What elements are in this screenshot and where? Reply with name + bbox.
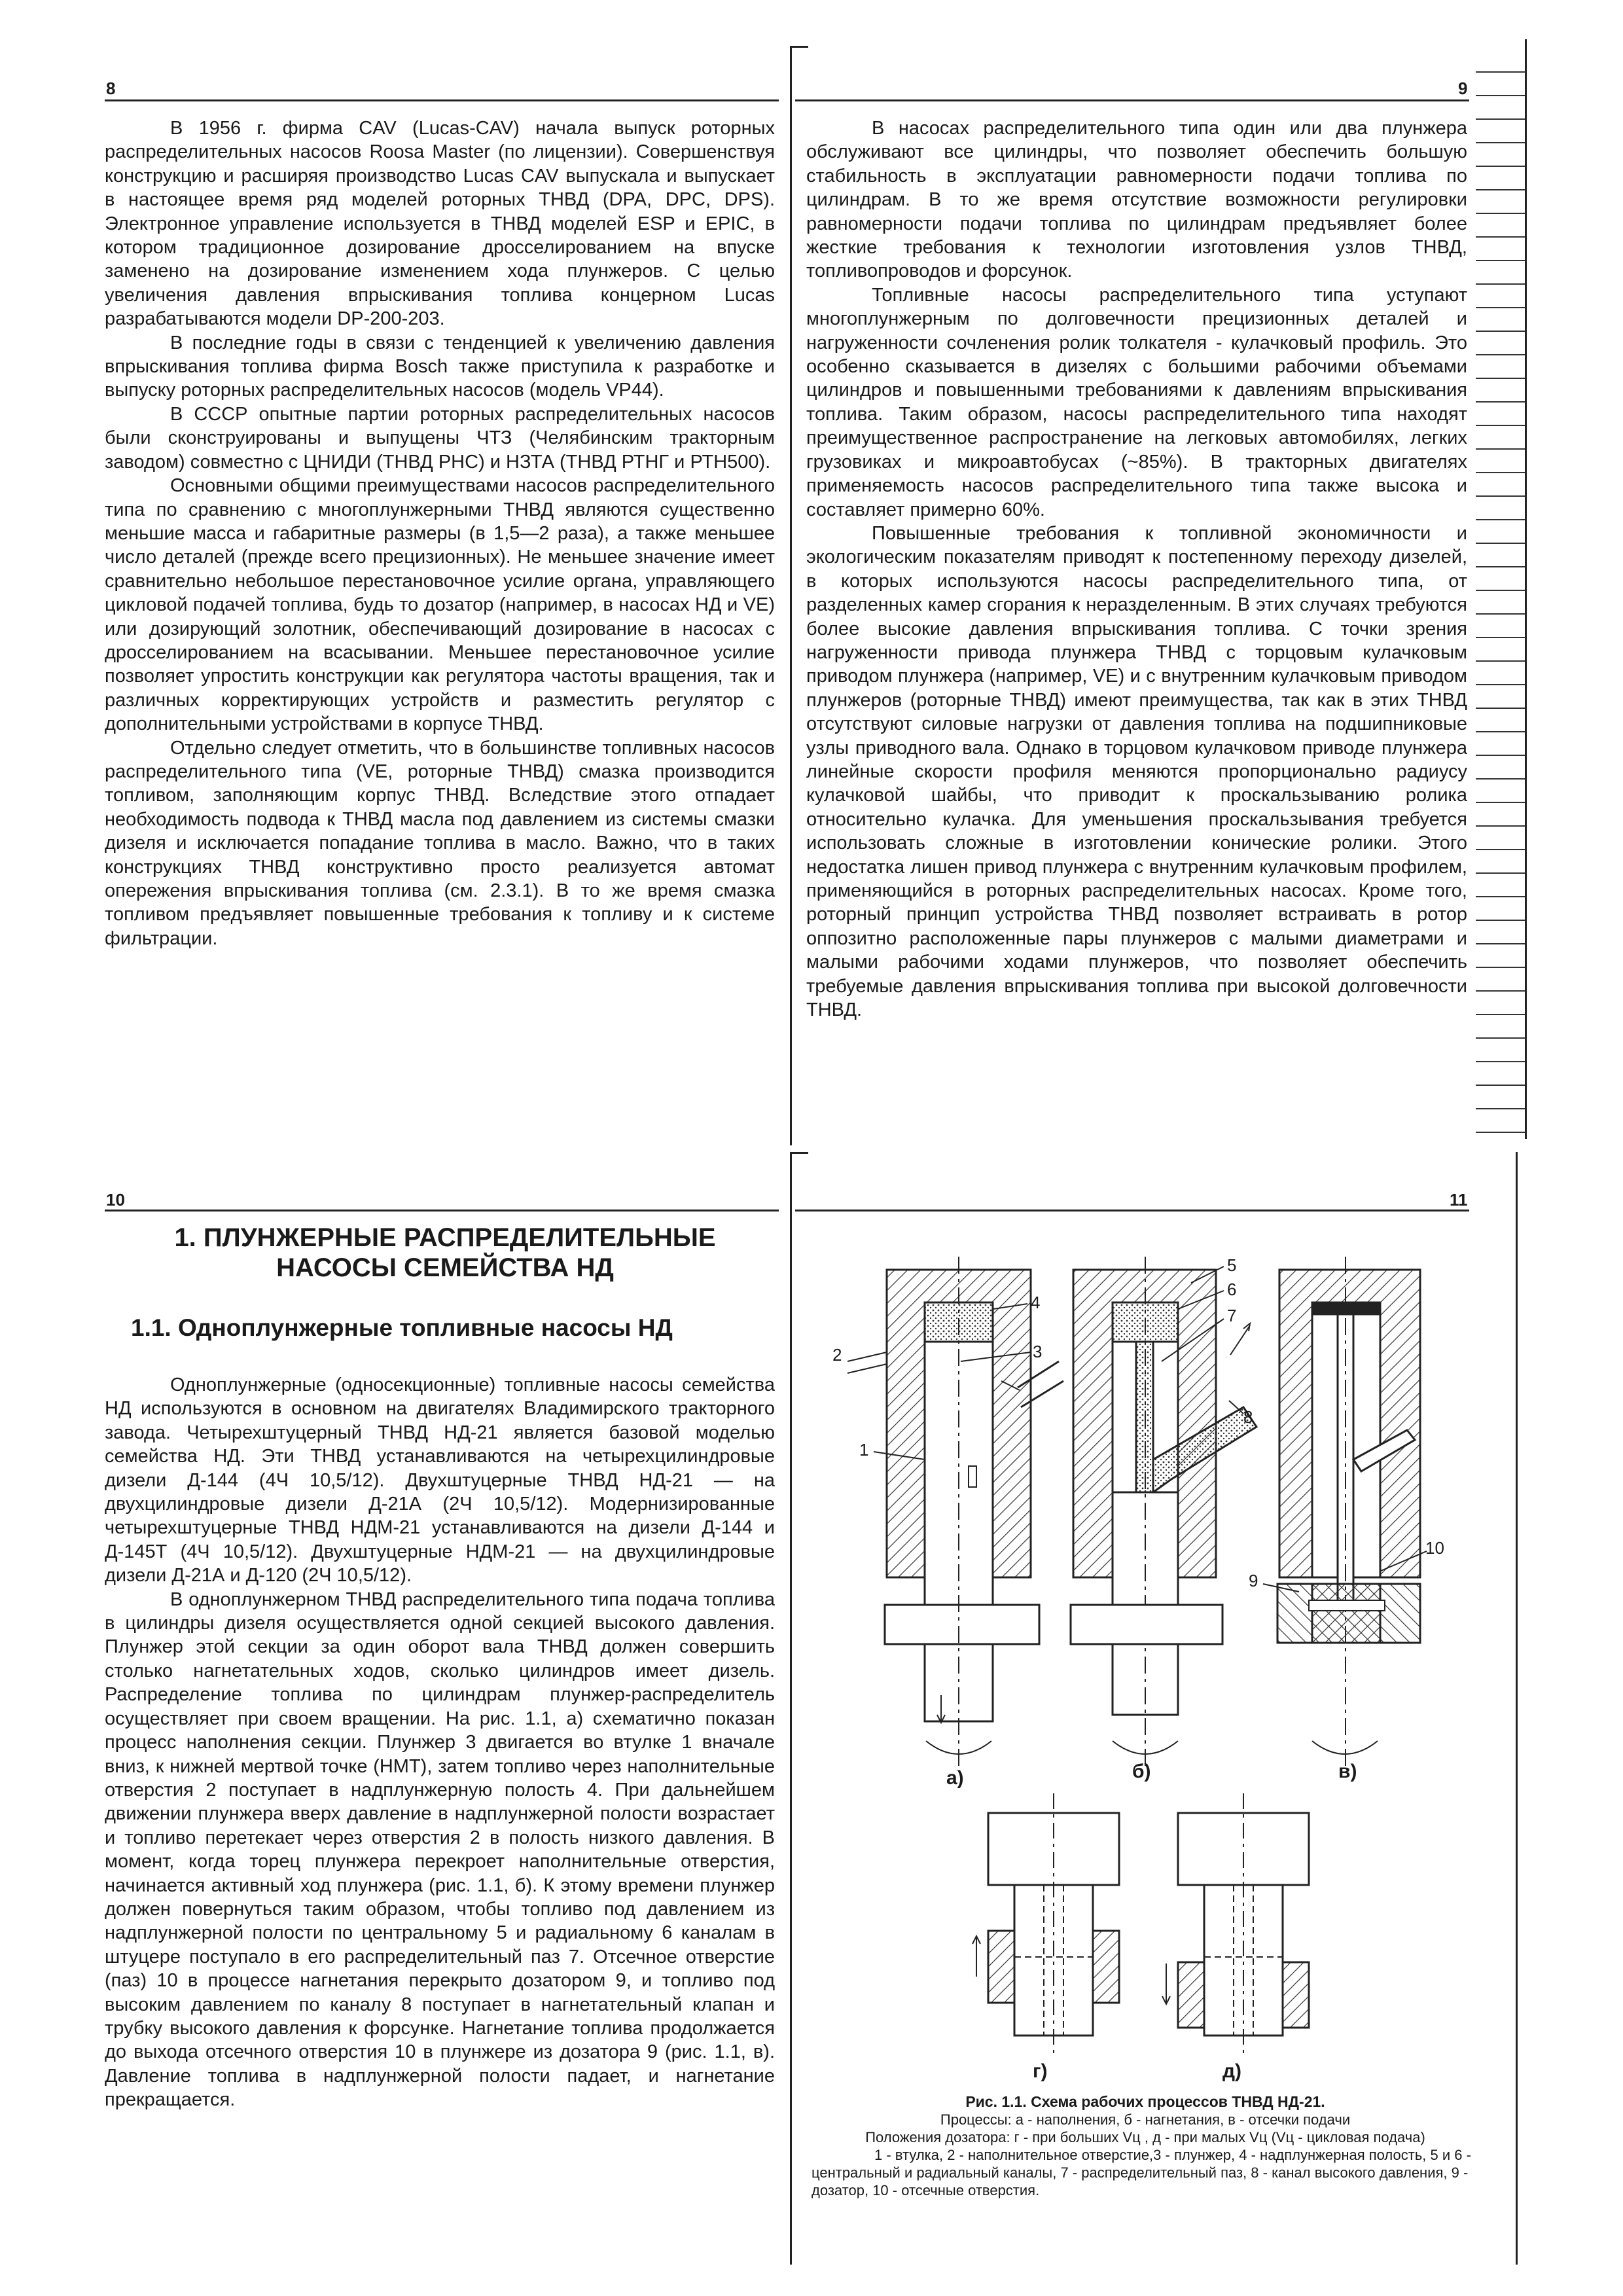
figure-label-d: д) <box>1222 2060 1242 2082</box>
figure-label-v: в) <box>1338 1761 1357 1782</box>
p9-paragraph: Топливные насосы распределительного типа уступают многоплунжерным по долговечности прецизионных деталей и нагруженности сочленения ролик толкателя - кулачковый профиль. Это особенно сказывается в дизелях с большими рабочими объемами цилиндров и повышенными требованиями к давлениям впрыскивания топлива. Таким образом, насосы распределительного типа находят преимущественное распространение на легковых автомобилях, легких грузовиках и микроавтобусах (~85%). В тракторных двигателях применяемость насосов распределительного типа также высока и составляет примерно 60%. <box>806 284 1467 520</box>
caption-processes: Процессы: а - наполнения, б - нагнетания, в - отсечки подачи <box>940 2111 1351 2128</box>
section-title: 1.1. Одноплунжерные топливные насосы НД <box>131 1314 673 1341</box>
page-number-10: 10 <box>106 1190 125 1210</box>
header-rule-9 <box>795 99 1469 101</box>
header-rule-11 <box>795 1210 1469 1211</box>
caption-positions: Положения дозатора: г - при больших Vц , д - при малых Vц (Vц - цикловая подача) <box>865 2129 1425 2145</box>
callout-8: 8 <box>1243 1407 1253 1427</box>
callout-2: 2 <box>832 1345 842 1365</box>
chapter-title <box>131 1223 759 1283</box>
callout-3: 3 <box>1033 1342 1043 1361</box>
callout-9: 9 <box>1249 1571 1258 1590</box>
diagram-a <box>847 1257 1063 1767</box>
caption-legend: 1 - втулка, 2 - наполнительное отверстие,3 - плунжер, 4 - надплунжерная полость, 5 и 6 - центральный и радиальный каналы, 7 - распределительный паз, 8 - канал высокого давления, 9 - дозатор, 10 - отсечные отверстия. <box>812 2147 1471 2198</box>
callout-4: 4 <box>1031 1293 1041 1312</box>
page-9-text <box>806 117 1467 1022</box>
right-edge-bottom <box>1516 1152 1518 2265</box>
diagram-v <box>1263 1257 1427 1767</box>
spine-top <box>790 46 792 1145</box>
figure-label-g: г) <box>1033 2060 1048 2082</box>
spine-bottom-hook <box>790 1152 808 1154</box>
callout-6: 6 <box>1227 1280 1237 1299</box>
margin-ticks-top <box>1476 65 1528 1152</box>
spine-top-hook <box>790 46 808 48</box>
header-rule-10 <box>105 1210 779 1211</box>
spine-bottom <box>790 1152 792 2265</box>
page-number-8: 8 <box>106 79 116 98</box>
callout-5: 5 <box>1227 1255 1237 1275</box>
p8-paragraph: Отдельно следует отметить, что в большинстве топливных насосов распределительного типа (VE, роторные ТНВД) смазка производится топливом, заполняющим корпус ТНВД. Вследствие этого отпадает необходимость подвода к ТНВД масла под давлением из системы смазки дизеля и исключается попадание топлива в масло. Важно, что в таких конструкциях ТНВД конструктивно просто реализуется автомат опережения впрыскивания топлива (см. 2.3.1). В то же время смазка топливом предъявляет повышенные требования к топливу и к системе фильтрации. <box>105 737 775 949</box>
p9-paragraph: В насосах распределительного типа один или два плунжера обслуживают все цилиндры, что позволяет обеспечить большую стабильность в эксплуатации равномерности подачи топлива по цилиндрам. В то же время отсутствие возможности регулировки равномерности подачи топлива по цилиндрам предъявляет более жесткие требования к технологии изготовления узлов ТНВД, топливопроводов и форсунок. <box>806 118 1467 282</box>
page-8-text <box>105 117 775 950</box>
p9-paragraph: Повышенные требования к топливной экономичности и экологическим показателям приводят к постепенному переходу дизелей, в которых используются насосы распределительного типа, от разделенных камер сгорания к неразделенным. В этих случаях требуются более высокие давления впрыскивания топлива. С точки зрения нагруженности привода плунжера ТНВД с торцовым кулачковым приводом плунжера (например, VE) и с внутренним кулачковым приводом плунжеров (роторные ТНВД) имеют преимущества, так как в этих ТНВД отсутствуют силовые нагрузки от давления топлива на подшипниковые узлы приводного вала. Однако в торцовом кулачковом приводе плунжера линейные скорости профиля меняются пропорционально радиусу кулачковой шайбы, что приводит к проскальзыванию ролика относительно кулачка. Для уменьшения проскальзывания требуется использовать сложные в изготовлении конические ролики. Этого недостатка лишен привод плунжера с внутренним кулачковым профилем, применяющийся в роторных распределительных насосах. Кроме того, роторный принцип устройства ТНВД позволяет встраивать в ротор оппозитно расположенные пары плунжеров с малыми диаметрами и малыми рабочими ходами плунжеров, что позволяет обеспечить требуемые давления впрыскивания топлива при высокой долговечности ТНВД. <box>806 522 1467 1021</box>
page-10-text <box>105 1373 775 2112</box>
header-rule-8 <box>105 99 779 101</box>
caption-title: Рис. 1.1. Схема рабочих процессов ТНВД НД-21. <box>965 2093 1325 2110</box>
callout-1: 1 <box>859 1440 869 1460</box>
figure-1-1 <box>795 1224 1479 2062</box>
callout-7: 7 <box>1227 1306 1237 1325</box>
p8-paragraph: В 1956 г. фирма CAV (Lucas-CAV) начала выпуск роторных распределительных насосов Roosa Master (по лицензии). Совершенствуя конструкцию и расширяя производство Lucas CAV выпускала и выпускает в настоящее время ряд моделей роторных ТНВД (DPA, DPC, DPS). Электронное управление используется в ТНВД моделей ESP и EPIC, в котором традиционное дозирование дросселированием на впуске заменено на дозирование изменением хода плунжеров. С целью увеличения давления впрыскивания топлива концерном Lucas разрабатываются модели DP-200-203. <box>105 118 775 330</box>
diagram-d <box>1162 1793 1309 2055</box>
p10-paragraph: Одноплунжерные (односекционные) топливные насосы семейства НД используются в основном на двигателях Владимирского тракторного завода. Четырехштуцерный ТНВД НД-21 является базовой моделью семейства НД. Эти ТНВД устанавливаются на четырехцилиндровые дизели Д-144 (4Ч 10,5/12). Двухштуцерные ТНВД НД-21 — на двухцилиндровые дизели Д-21А (2Ч 10,5/12). Модернизированные четырехштуцерные ТНВД НДМ-21 устанавливаются на дизели Д-144 и Д-145Т (4Ч 10,5/12). Двухштуцерные НДМ-21 — на двухцилиндровые дизели Д-21А и Д-120 (2Ч 10,5/12). <box>105 1374 775 1587</box>
p8-paragraph: Основными общими преимуществами насосов распределительного типа по сравнению с многоплунжерными ТНВД являются существенно меньшие масса и габаритные размеры (в 1,5—2 раза), а также меньшее число деталей (прежде всего прецизионных). Не меньшее значение имеет сравнительно небольшое перестановочное усилие органа, управляющего цикловой подачей топлива, будь то дозатор (например, в насосах НД и VE) или дозирующий золотник, обеспечивающий дозирование в насосах с дросселированием на всасывании. Меньшее перестановочное усилие позволяет упростить конструкции как регулятора частоты вращения, так и различных корректирующих устройств и разместить регулятор с дополнительными устройствами в корпусе ТНВД. <box>105 475 775 735</box>
page-number-11: 11 <box>1450 1190 1468 1210</box>
p8-paragraph: В СССР опытные партии роторных распределительных насосов были сконструированы и выпущены ЧТЗ (Челябинским тракторным заводом) совместно с ЦНИДИ (ТНВД РНС) и НЗТА (ТНВД РТНГ и РТН500). <box>105 403 775 473</box>
p10-paragraph: В одноплунжерном ТНВД распределительного типа подача топлива в цилиндры дизеля осуществляется одной секцией высокого давления. Плунжер этой секции за один оборот вала ТНВД должен совершить столько нагнетательных ходов, сколько цилиндров имеет дизель. Распределение топлива по цилиндрам плунжер-распределитель осуществляет при своем вращении. На рис. 1.1, а) схематично показан процесс наполнения секции. Плунжер 3 двигается во втулке 1 вначале вниз, к нижней мертвой точке (НМТ), затем топливо через наполнительные отверстия 2 поступает в надплунжерную полость 4. При дальнейшем движении плунжера вверх давление в надплунжерной полости возрастает и топливо перетекает через отверстия 2 в полость низкого давления. В момент, когда торец плунжера перекроет наполнительные отверстия, начинается активный ход плунжера (рис. 1.1, б). К этому времени плунжер должен повернуться таким образом, чтобы топливо под давлением из надплунжерной полости по центральному 5 и радиальному 6 каналам в штуцере поступало в его распределительный паз 7. Отсечное отверстие (паз) 10 в процессе нагнетания перекрыто дозатором 9, и топливо под высоким давлением по каналу 8 поступает в нагнетательный клапан и трубку высокого давления к форсунке. Нагнетание топлива продолжается до выхода отсечного отверстия 10 в плунжере из дозатора 9 (рис. 1.1, в). Давление топлива в надплунжерной полости падает, и нагнетание прекращается. <box>105 1588 775 2111</box>
figure-label-a: а) <box>946 1767 964 1789</box>
diagram-b <box>1071 1257 1257 1767</box>
page-number-9: 9 <box>1458 79 1468 98</box>
figure-label-b: б) <box>1132 1761 1151 1782</box>
chapter-title-line-2: НАСОСЫ СЕМЕЙСТВА НД <box>276 1253 614 1282</box>
chapter-title-line-1: 1. ПЛУНЖЕРНЫЕ РАСПРЕДЕЛИТЕЛЬНЫЕ <box>174 1223 716 1252</box>
callout-10: 10 <box>1425 1538 1444 1558</box>
diagram-g <box>972 1793 1119 2055</box>
p8-paragraph: В последние годы в связи с тенденцией к увеличению давления впрыскивания топлива фирма Bosch также приступила к разработке и выпуску роторных распределительных насосов (модель VP44). <box>105 332 775 401</box>
figure-caption <box>812 2093 1479 2199</box>
